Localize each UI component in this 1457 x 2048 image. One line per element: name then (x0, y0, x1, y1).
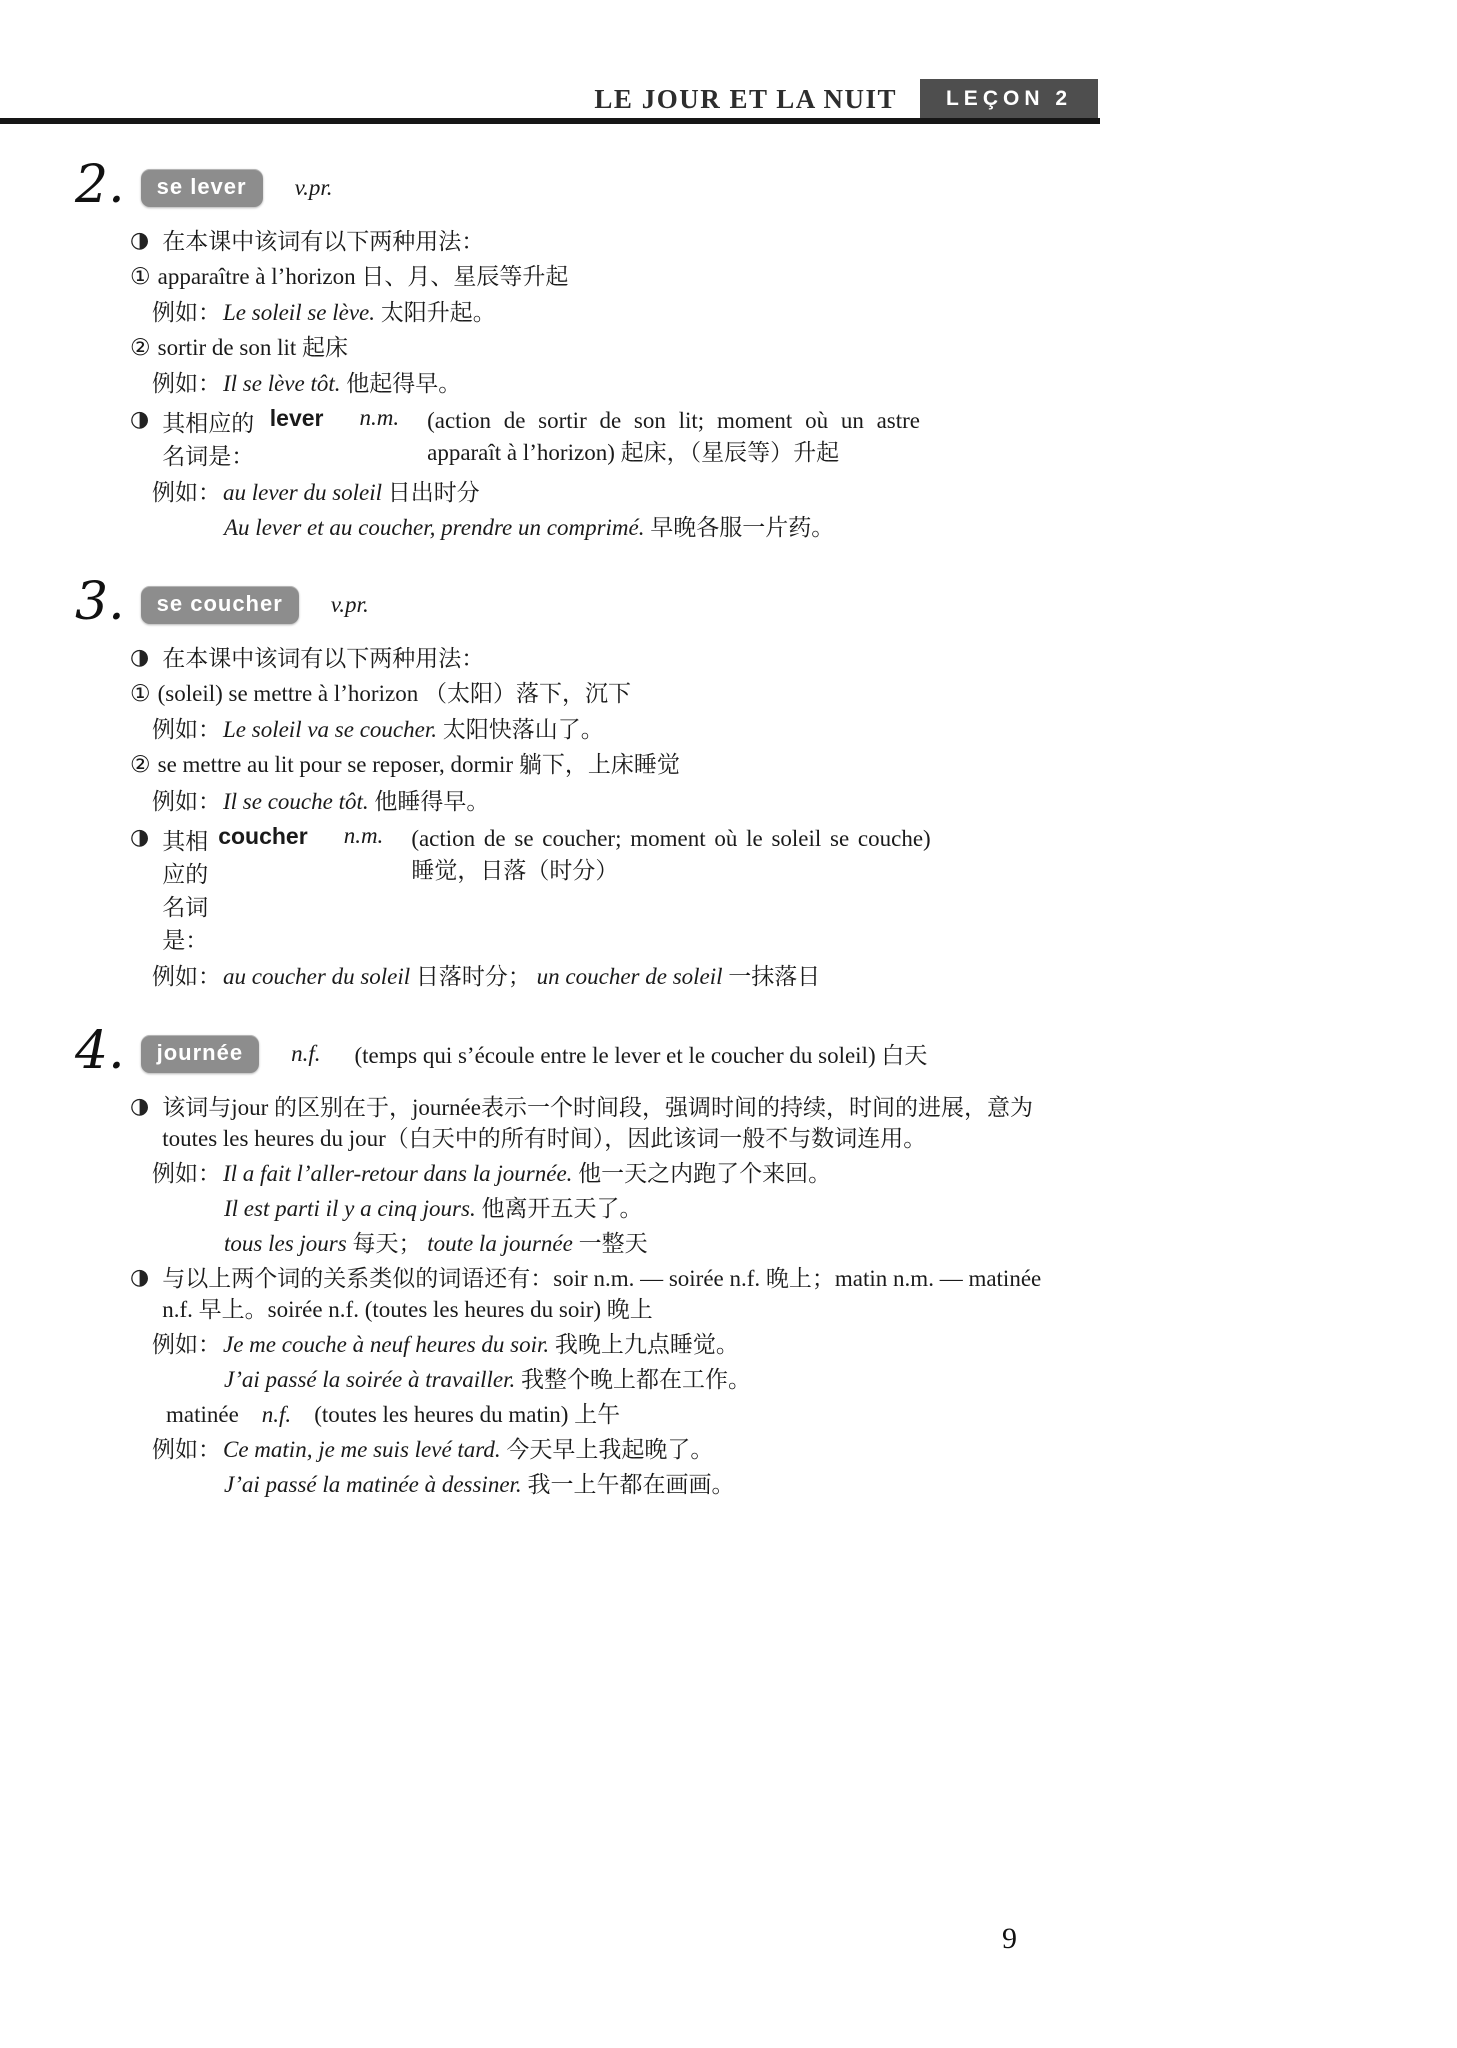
note-text (162, 1092, 1033, 1154)
matinee-def: (toutes les heures du matin) (314, 1402, 569, 1428)
definition-line-2: 睡觉，日落（时分） (411, 857, 619, 883)
example-chinese-2: 一整天 (578, 1230, 648, 1256)
usage-1-line (130, 678, 920, 710)
usage-1-french: apparaître à l’horizon (157, 264, 356, 290)
usage-1-line (130, 261, 920, 293)
related-noun-line (130, 405, 920, 471)
note-jour-vs-journee (130, 1092, 1033, 1154)
example-french: Le soleil se lève. (223, 300, 376, 326)
example-chinese: 他一天之内跑了个来回。 (578, 1160, 832, 1186)
usage-2-line (130, 332, 920, 364)
related-noun-pos: n.m. (343, 822, 384, 848)
headword-badge: se lever (141, 169, 263, 207)
matinee-chinese: 上午 (574, 1402, 621, 1428)
entry-se-coucher (0, 572, 1457, 991)
sphere-bullet-icon: ◑ (130, 824, 150, 850)
sphere-bullet-icon: ◑ (130, 228, 150, 253)
example-label: 例如： (152, 371, 221, 397)
note-soir-matin (130, 1263, 1042, 1325)
example-label: 例如： (152, 480, 221, 506)
example-chinese: 日出时分 (387, 480, 480, 506)
example-line (130, 1158, 920, 1189)
example-french: tous les jours (224, 1230, 347, 1256)
example-line (130, 1228, 920, 1259)
matinee-pos: n.f. (261, 1402, 292, 1428)
sphere-bullet-icon: ◑ (130, 407, 150, 433)
example-line (130, 714, 920, 745)
usage-2-chinese: 躺下，上床睡觉 (518, 752, 680, 778)
entry-body (0, 226, 920, 543)
example-chinese: 我晚上九点睡觉。 (554, 1331, 739, 1357)
example-label: 例如： (152, 1437, 221, 1463)
note-line-1: 与以上两个词的关系类似的词语还有：soir n.m. — soirée n.f. 晚上；matin n.m. — matinée (162, 1265, 1042, 1291)
usage-intro-line (130, 643, 920, 674)
usage-intro-line (130, 226, 920, 257)
example-chinese: 每天； (352, 1230, 422, 1256)
example-french: Le soleil va se coucher. (223, 717, 437, 743)
related-noun-definition (411, 823, 930, 887)
entry-number: 2. (75, 155, 125, 215)
example-label: 例如： (152, 1331, 221, 1357)
example-line (130, 1329, 920, 1360)
example-label: 例如： (152, 717, 221, 743)
example-chinese: 太阳快落山了。 (442, 717, 604, 743)
circled-1-icon: ① (130, 264, 151, 291)
example-line (130, 961, 920, 992)
usage-2-french: se mettre au lit pour se reposer, dormir (157, 752, 514, 778)
circled-1-icon: ① (130, 681, 151, 708)
chapter-title: LE JOUR ET LA NUIT (594, 84, 897, 114)
usage-intro-text: 在本课中该词有以下两种用法： (162, 229, 485, 254)
example-line (130, 1193, 920, 1224)
entry-number: 3. (75, 572, 125, 633)
lesson-badge: LEÇON 2 (920, 79, 1098, 118)
example-line (130, 1434, 920, 1465)
example-french: Il a fait l’aller-retour dans la journée. (223, 1160, 573, 1186)
example-french: J’ai passé la matinée à dessiner. (224, 1472, 522, 1498)
sphere-bullet-icon: ◑ (130, 1093, 150, 1119)
sphere-bullet-icon: ◑ (130, 1264, 150, 1290)
example-chinese-2: 一抹落日 (728, 963, 821, 989)
note-line-2: n.f. 早上。soirée n.f. (toutes les heures du soir) 晚上 (162, 1296, 653, 1322)
example-chinese: 今天早上我起晚了。 (506, 1437, 714, 1463)
note-text (162, 1263, 1041, 1325)
part-of-speech: v.pr. (330, 592, 369, 618)
usage-2-french: sortir de son lit (157, 335, 297, 361)
related-noun-label: 其相应的名词是： (162, 828, 209, 953)
circled-2-icon: ② (130, 335, 151, 362)
example-line (130, 1364, 920, 1395)
definition-line-1: (action de se coucher; moment où le soleil se couche) (411, 825, 931, 851)
entry-se-lever (0, 155, 1457, 543)
note-line-1: 该词与jour 的区别在于，journée表示一个时间段，强调时间的持续，时间的进展，意为 (162, 1094, 1033, 1120)
example-line (130, 477, 920, 508)
example-chinese: 他起得早。 (346, 371, 462, 397)
example-french: Il est parti il y a cinq jours. (224, 1195, 476, 1221)
example-chinese: 太阳升起。 (380, 300, 496, 326)
headword-definition: (temps qui s’écoule entre le lever et le coucher du soleil) 白天 (354, 1043, 928, 1069)
example-french: Il se lève tôt. (223, 371, 341, 397)
header-rule (0, 118, 1100, 124)
example-french: Je me couche à neuf heures du soir. (223, 1331, 550, 1357)
entry-number: 4. (75, 1020, 125, 1081)
example-chinese: 早晚各服一片药。 (650, 515, 835, 541)
entry-head (0, 1020, 1457, 1081)
related-noun-word: coucher (218, 822, 308, 849)
example-chinese: 日落时分； (415, 963, 531, 989)
example-label: 例如： (152, 1160, 221, 1186)
example-french: au lever du soleil (223, 480, 383, 506)
example-french: au coucher du soleil (223, 963, 411, 989)
page-number: 9 (1002, 1922, 1017, 1955)
entry-body (0, 1092, 1042, 1501)
entry-head (0, 572, 1457, 633)
headword-badge: journée (141, 1035, 259, 1073)
usage-2-chinese: 起床 (302, 335, 349, 361)
definition-line-1: (action de sortir de son lit; moment où un astre (427, 408, 920, 434)
example-chinese: 他离开五天了。 (481, 1195, 643, 1221)
note-line-2: toutes les heures du jour（白天中的所有时间），因此该词一般不与数词连用。 (162, 1125, 927, 1151)
example-line (130, 786, 920, 817)
entry-head (0, 155, 1457, 215)
example-chinese: 他睡得早。 (374, 788, 490, 814)
example-label: 例如： (152, 300, 221, 326)
related-noun-definition (427, 405, 920, 469)
example-line (130, 297, 920, 328)
example-french: Il se couche tôt. (223, 788, 369, 814)
matinee-line (130, 1399, 920, 1430)
usage-intro-text: 在本课中该词有以下两种用法： (162, 646, 485, 672)
example-french: Au lever et au coucher, prendre un comprimé. (224, 515, 645, 541)
usage-1-chinese: 日、月、星辰等升起 (361, 264, 569, 290)
part-of-speech: v.pr. (294, 175, 333, 200)
sphere-bullet-icon: ◑ (130, 645, 150, 671)
related-noun-label: 其相应的名词是： (162, 411, 255, 470)
example-label: 例如： (152, 788, 221, 814)
example-label: 例如： (152, 963, 221, 989)
headword-badge: se coucher (141, 586, 299, 624)
definition-line-2: apparaît à l’horizon) 起床，（星辰等）升起 (427, 440, 840, 466)
related-noun-line (130, 822, 931, 955)
entry-journee (0, 1020, 1457, 1501)
entry-body (0, 643, 931, 991)
part-of-speech: n.f. (291, 1040, 321, 1066)
example-french: Ce matin, je me suis levé tard. (223, 1437, 501, 1463)
example-french: J’ai passé la soirée à travailler. (224, 1366, 516, 1392)
related-noun-pos: n.m. (359, 405, 400, 431)
example-french-2: toute la journée (427, 1230, 573, 1256)
example-chinese: 我整个晚上都在工作。 (521, 1366, 752, 1392)
circled-2-icon: ② (130, 752, 151, 779)
example-chinese: 我一上午都在画画。 (527, 1472, 735, 1498)
usage-1-chinese: （太阳）落下，沉下 (423, 681, 631, 707)
example-line (130, 368, 920, 399)
matinee-word: matinée (166, 1402, 239, 1428)
usage-2-line (130, 749, 920, 781)
example-line (130, 512, 920, 543)
example-line (130, 1469, 920, 1500)
related-noun-word: lever (269, 405, 324, 432)
usage-1-french: (soleil) se mettre à l’horizon (157, 681, 419, 707)
example-french-2: un coucher de soleil (536, 963, 723, 989)
